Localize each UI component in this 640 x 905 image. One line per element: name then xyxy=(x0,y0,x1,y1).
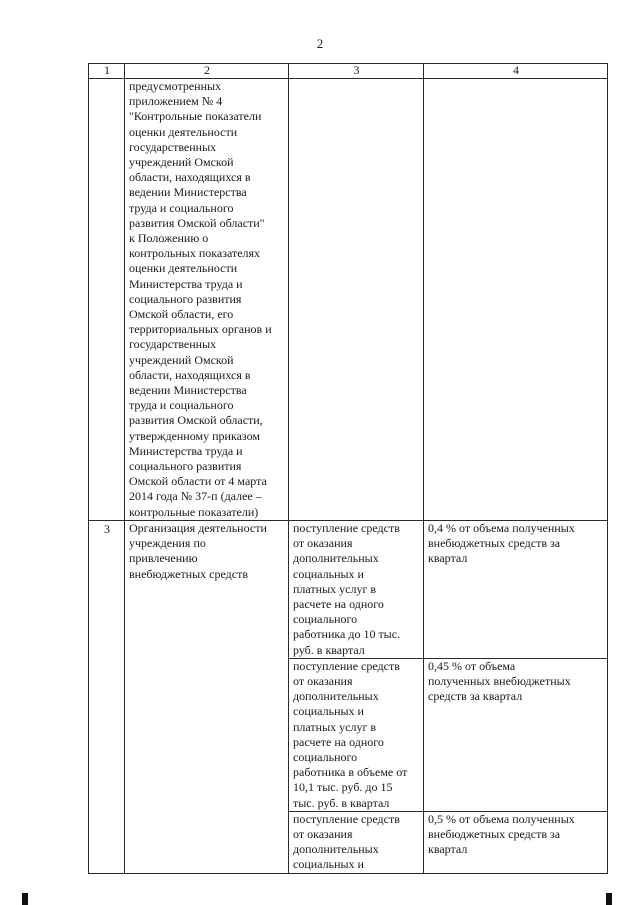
row-continued-col1 xyxy=(89,79,125,521)
row-3-number: 3 xyxy=(89,520,125,873)
table-header-row xyxy=(89,64,608,79)
document-table xyxy=(88,63,608,874)
row-3-payment-2: 0,45 % от объема полученных внебюджетных средств за квартал xyxy=(424,658,608,811)
table-row-3-sub-1 xyxy=(89,520,608,658)
header-col-4: 4 xyxy=(424,64,608,79)
header-col-2: 2 xyxy=(125,64,289,79)
header-col-1: 1 xyxy=(89,64,125,79)
row-3-indicator-2: поступление средств от оказания дополнительных социальных и платных услуг в расчете на одного социального работника в объеме от 10,1 тыс. руб. до 15 тыс. руб. в квартал xyxy=(289,658,424,811)
scan-edge-mark-right xyxy=(606,893,612,905)
row-continued-col3 xyxy=(289,79,424,521)
scan-edge-mark-left xyxy=(22,893,28,905)
row-continued-description: предусмотренных приложением № 4 "Контрольные показатели оценки деятельности государственных учреждений Омской области, находящихся в ведении Министерства труда и социального развития Омской области" к Положению о контрольных показателях оценки деятельности Министерства труда и социального развития Омской области, его территориальных органов и государственных учреждений Омской области, находящихся в ведении Министерства труда и социального развития Омской области, утвержденному приказом Министерства труда и социального развития Омской области от 4 марта 2014 года № 37-п (далее – контрольные показатели) xyxy=(125,79,289,521)
row-3-description: Организация деятельности учреждения по привлечению внебюджетных средств xyxy=(125,520,289,873)
table-row-continued xyxy=(89,79,608,521)
page-number: 2 xyxy=(316,36,324,51)
row-3-indicator-3: поступление средств от оказания дополнительных социальных и xyxy=(289,811,424,873)
row-3-payment-1: 0,4 % от объема полученных внебюджетных средств за квартал xyxy=(424,520,608,658)
row-3-payment-3: 0,5 % от объема полученных внебюджетных средств за квартал xyxy=(424,811,608,873)
row-3-indicator-1: поступление средств от оказания дополнительных социальных и платных услуг в расчете на одного социального работника до 10 тыс. руб. в квартал xyxy=(289,520,424,658)
header-col-3: 3 xyxy=(289,64,424,79)
row-continued-col4 xyxy=(424,79,608,521)
